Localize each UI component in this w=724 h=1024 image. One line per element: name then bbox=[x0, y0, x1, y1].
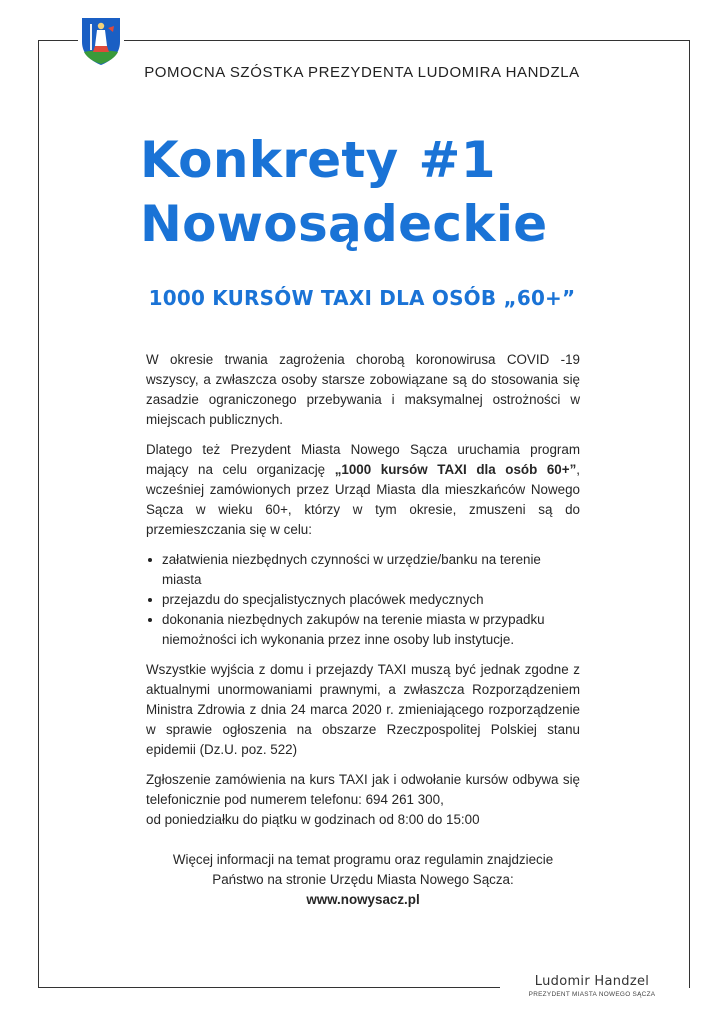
frame-top-right bbox=[124, 40, 690, 41]
subtitle: 1000 KURSÓW TAXI DLA OSÓB „60+” bbox=[148, 286, 576, 310]
title-number: #1 bbox=[418, 131, 496, 189]
office-hours: od poniedziałku do piątku w godzinach od 8:00 do 15:00 bbox=[146, 812, 480, 827]
signature-role: PREZYDENT MIASTA NOWEGO SĄCZA bbox=[528, 991, 656, 998]
legal-paragraph: Wszystkie wyjścia z domu i przejazdy TAXI muszą być jednak zgodne z aktualnymi unormowaniami prawnymi, a zwłaszcza Rozporządzeniem Ministra Zdrowia z dnia 24 marca 2020 r. zmieniającego rozporządzenie w sprawie ogłoszenia na obszarze Rzeczpospolitej Polskiej stanu epidemii (Dz.U. poz. 522) bbox=[146, 662, 580, 757]
frame-top-left bbox=[38, 40, 78, 41]
more-info-paragraph: Więcej informacji na temat programu oraz regulamin znajdziecie Państwo na stronie Urzędu Miasta Nowego Sącza: www.nowysacz.pl bbox=[172, 852, 554, 907]
purpose-list bbox=[146, 550, 580, 650]
program-name: „1000 kursów TAXI dla osób 60+” bbox=[334, 462, 577, 477]
signature-name: Ludomir Handzel bbox=[534, 974, 650, 989]
organization-header: POMOCNA SZÓSTKA PREZYDENTA LUDOMIRA HANDZLA bbox=[144, 64, 580, 81]
city-crest-icon bbox=[80, 16, 122, 66]
title-line2: Nowosądeckie bbox=[140, 195, 548, 253]
website-link[interactable]: www.nowysacz.pl bbox=[306, 892, 420, 907]
contact-paragraph: Zgłoszenie zamówienia na kurs TAXI jak i odwołanie kursów odbywa się telefonicznie pod numerem telefonu: 694 261 300, od poniedziałku do piątku w godzinach od 8:00 do 15:00 bbox=[146, 772, 580, 827]
frame-left bbox=[38, 40, 39, 988]
frame-bottom bbox=[38, 987, 500, 988]
frame-right bbox=[689, 40, 690, 988]
list-item: przejazdu do specjalistycznych placówek medycznych bbox=[146, 590, 580, 610]
body-content bbox=[146, 350, 580, 920]
title-word: Konkrety bbox=[140, 131, 399, 189]
list-item: załatwienia niezbędnych czynności w urzędzie/banku na terenie miasta bbox=[146, 550, 580, 590]
intro-paragraph: W okresie trwania zagrożenia chorobą koronowirusa COVID -19 wszyscy, a zwłaszcza osoby starsze zobowiązane są do stosowania się zasadzie ograniczonego przebywania i maksymalnej ostrożności w miejscach publicznych. bbox=[146, 352, 580, 427]
phone-number: 694 261 300 bbox=[365, 792, 441, 807]
main-title bbox=[140, 128, 547, 256]
program-paragraph: Dlatego też Prezydent Miasta Nowego Sącza uruchamia program mający na celu organizację „1000 kursów TAXI dla osób 60+”, wcześniej zamówionych przez Urząd Miasta dla mieszkańców Nowego Sącza w wieku 60+, którzy w tym okresie, zmuszeni są do przemieszczania się w celu: bbox=[146, 442, 581, 537]
list-item: dokonania niezbędnych zakupów na terenie miasta w przypadku niemożności ich wykonania przez inne osoby lub instytucje. bbox=[146, 610, 580, 650]
